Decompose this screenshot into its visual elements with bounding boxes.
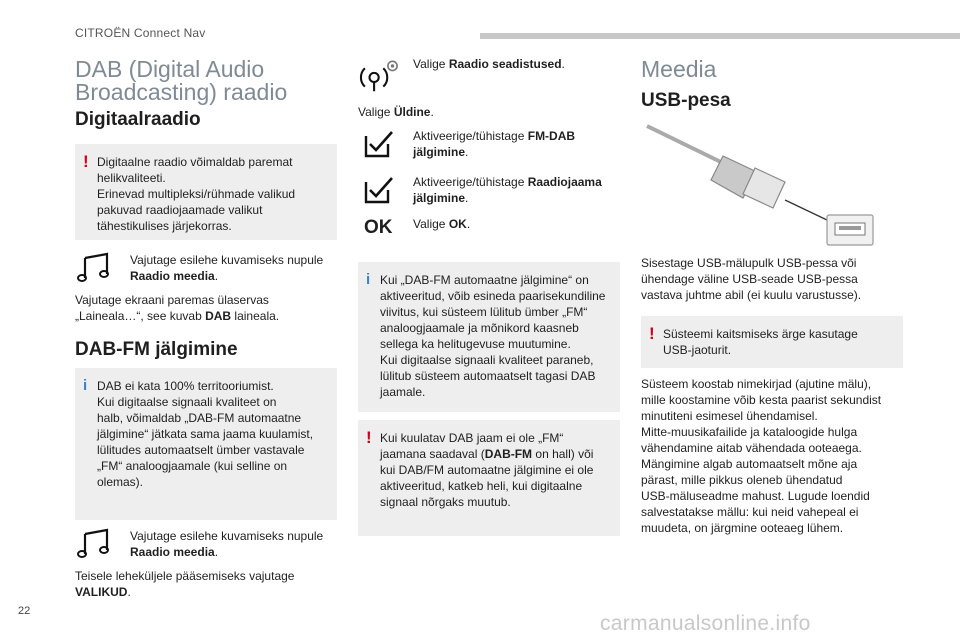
warning-text-digital: Digitaalne raadio võimaldab paremat helikvaliteeti. Erinevad multipleksi/rühmade valikud pakuvad raadiojaamade valikut tähestikulises järjekorras. <box>97 155 296 233</box>
step-radio-settings <box>358 56 620 92</box>
step-text-bold: Raadio meedia <box>130 269 215 283</box>
paragraph-bold: VALIKUD <box>75 585 128 599</box>
step-text-bold: Raadio meedia <box>130 545 215 559</box>
paragraph-general <box>358 104 434 120</box>
paragraph-options <box>75 568 337 600</box>
subtitle-usb-port: USB-pesa <box>641 90 731 111</box>
step-text-normal: Valige <box>413 57 449 71</box>
info-icon: i <box>366 271 371 288</box>
step-station-tracking <box>358 174 620 210</box>
subtitle-digital-radio: Digitaalraadio <box>75 109 201 130</box>
paragraph-end: . <box>127 585 131 599</box>
ok-icon: OK <box>364 217 393 238</box>
header-bar <box>480 33 960 39</box>
warning-icon: ! <box>366 428 372 447</box>
page-number: 22 <box>18 605 31 617</box>
music-note-icon <box>75 252 115 282</box>
paragraph-text: Teisele leheküljele pääsemiseks vajutage <box>75 569 295 583</box>
step-text-bold: Raadiojaama jälgimine <box>413 175 602 205</box>
paragraph-bold: DAB <box>205 309 232 323</box>
paragraph-waveband <box>75 292 337 324</box>
warning-text-pre: Kui kuulatav DAB jaam ei ole „FM“ jaamana saadaval ( <box>380 431 564 461</box>
paragraph-text: Vajutage ekraani paremas ülaservas „Laineala…“, see kuvab <box>75 293 269 323</box>
step-text-normal: Aktiveerige/tühistage <box>413 175 528 189</box>
warning-box-dab-unavailable <box>358 420 620 536</box>
paragraph-bold: Üldine <box>393 105 431 119</box>
step-text <box>130 252 337 284</box>
paragraph-text: Valige <box>358 105 394 119</box>
step-text-end: . <box>466 217 471 231</box>
warning-text-dab-unavailable <box>380 430 608 510</box>
info-box-auto-tracking <box>358 262 620 412</box>
warning-text-usb-hub: Süsteemi kaitsmiseks ärge kasutage USB-jaoturit. <box>663 327 858 357</box>
step-text-end: . <box>561 57 565 71</box>
info-icon: i <box>83 377 88 394</box>
step-text <box>413 128 620 160</box>
checkbox-icon <box>358 128 398 158</box>
step-radio-media-1 <box>75 252 337 288</box>
warning-box-usb-hub <box>641 316 903 368</box>
step-text-bold: Raadio seadistused <box>448 57 562 71</box>
warning-icon: ! <box>83 152 89 171</box>
step-text-end: . <box>465 145 469 159</box>
warning-text-bold: DAB-FM <box>484 447 533 461</box>
usb-plug-illustration <box>645 122 875 247</box>
step-text <box>413 216 620 232</box>
music-note-icon <box>75 528 115 558</box>
step-text-end: . <box>214 545 219 559</box>
header-title: CITROËN Connect Nav <box>75 26 206 40</box>
step-text-end: . <box>465 191 469 205</box>
radio-settings-icon <box>358 56 404 92</box>
step-fm-dab-tracking <box>358 128 620 164</box>
paragraph-usb-insert: Sisestage USB-mälupulk USB-pessa või ühendage väline USB-seade USB-pessa vastava juhtme abil (ei kuulu varustusse). <box>641 256 862 302</box>
step-text-end: . <box>214 269 219 283</box>
step-text-bold: OK <box>448 217 467 231</box>
warning-box-digital <box>75 144 337 240</box>
paragraph-system-lists: Süsteem koostab nimekirjad (ajutine mälu), mille koostamine võib kesta paarist sekundist minutiteni esimesel ühendamisel. Mitte-muusikafailide ja kataloogide hulga vähendamine aitab vähendada ooteaega. Mängimine algab automaatselt mõne aja pärast, mille pikkus oleneb ühendatud USB-mäluseadme mahust. Lugude loendid salvestatakse mällu: kui neid vahepeal ei muudeta, on järgmine ooteaeg lühem. <box>641 377 882 535</box>
section-title-line1: DAB (Digital Audio <box>75 56 265 82</box>
step-text <box>413 56 620 72</box>
step-text-bold: FM-DAB jälgimine <box>413 129 576 159</box>
step-text-normal: Aktiveerige/tühistage <box>413 129 528 143</box>
step-radio-media-2 <box>75 528 337 564</box>
step-text <box>413 174 620 206</box>
subtitle-dab-fm: DAB-FM jälgimine <box>75 339 238 360</box>
info-text-dab-fm: DAB ei kata 100% territooriumist. Kui digitaalse signaali kvaliteet on halb, võimaldab „DAB-FM automaatne jälgimine“ jätkata sama jaama kuulamist, lülitudes automaatselt ümber vastavale „FM“ analoogjaamale (kui selline on olemas). <box>97 379 314 489</box>
step-text-normal: Vajutage esilehe kuvamiseks nupule <box>130 529 324 543</box>
warning-icon: ! <box>649 324 655 343</box>
info-box-dab-fm <box>75 368 337 520</box>
step-text-normal: Vajutage esilehe kuvamiseks nupule <box>130 253 324 267</box>
paragraph-end: laineala. <box>231 309 280 323</box>
paragraph-end: . <box>430 105 434 119</box>
step-text <box>130 528 337 560</box>
info-text-auto-tracking: Kui „DAB-FM automaatne jälgimine“ on aktiveeritud, võib esineda paarisekundiline viivitus, kui süsteem lülitub ümber „FM“ analoogjaamale ja mõnikord kaasneb sellega ka helitugevuse muutumine. Kui digitaalse signaali kvaliteet paraneb, lülitub süsteem automaatselt tagasi DAB jaamale. <box>380 273 606 399</box>
warning-text-post: on hall) või kui DAB/FM automaatne jälgimine ei ole aktiveeritud, katkeb heli, kui digitaalne signaal nõrgaks muutub. <box>380 447 594 509</box>
step-ok <box>358 216 620 246</box>
section-title-media: Meedia <box>641 56 717 82</box>
checkbox-icon <box>358 174 398 204</box>
section-title-line2: Broadcasting) raadio <box>75 79 288 105</box>
step-text-normal: Valige <box>413 217 449 231</box>
watermark: carmanualsonline.info <box>600 612 811 635</box>
section-title-dab <box>75 58 287 104</box>
